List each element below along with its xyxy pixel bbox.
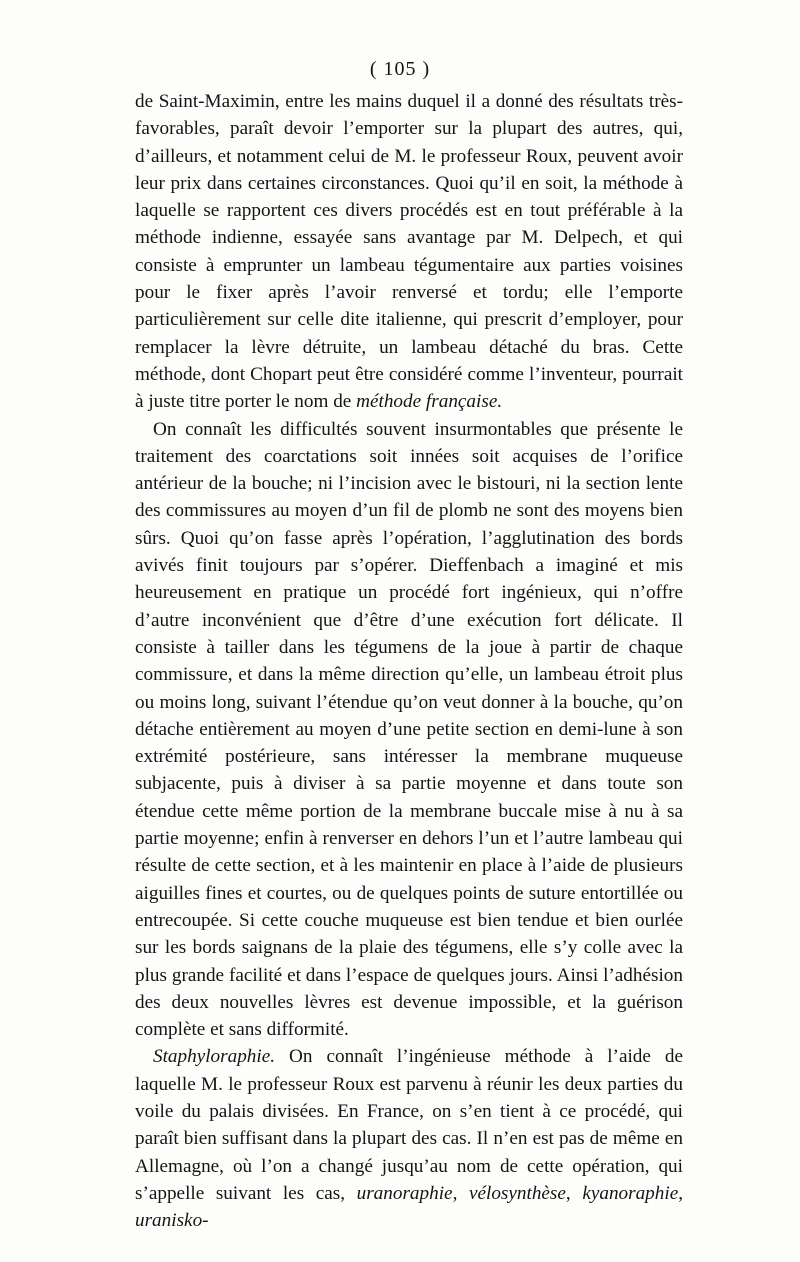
paragraph-staphyloraphie	[135, 1043, 683, 1234]
page-number: ( 105 )	[369, 58, 431, 80]
text-run-italic: kyanoraphie	[582, 1182, 679, 1204]
text-run: ,	[678, 1182, 684, 1204]
text-run: On connaît l’ingénieuse méthode à l’aide de laquelle M. le professeur Roux est parvenu à réunir les deux parties du voile du palais divisées. En France, on s’en tient à ce procédé, qui paraît bien suffisant dans la plupart des cas. Il n’en est pas de même en Allemagne, où l’on a changé jusqu’au nom de cette opération, qui s’appelle suivant les cas,	[135, 1046, 683, 1204]
text-run-italic: méthode française.	[356, 391, 503, 413]
text-run: On connaît les difficultés souvent insurmontables que présente le traitement des coarctations soit innées soit acquises de l’orifice antérieur de la bouche; ni l’incision avec le bistouri, ni la section lente des commissures au moyen d’un fil de plomb ne sont des moyens bien sûrs. Quoi qu’on fasse après l’opération, l’agglutination des bords avivés finit toujours par s’opérer. Dieffenbach a imaginé et mis heureusement en pratique un procédé fort ingénieux, qui n’offre d’autre inconvénient que d’être d’une exécution fort délicate. Il consiste à tailler dans les tégumens de la joue à partir de chaque commissure, et dans la même direction qu’elle, un lambeau étroit plus ou moins long, suivant l’étendue qu’on veut donner à la bouche, qu’on détache entièrement au moyen d’une petite section en demi-lune à son extrémité postérieure, sans intéresser la membrane muqueuse subjacente, puis à diviser à sa partie moyenne et dans toute son étendue cette même portion de la membrane buccale mise à nu à sa partie moyenne; enfin à renverser en dehors l’un et l’autre lambeau qui résulte de cette section, et à les maintenir en place à l’aide de plusieurs aiguilles fines et courtes, ou de quelques points de suture entortillée ou entrecoupée. Si cette couche muqueuse est bien tendue et bien ourlée sur les bords saignans de la plaie des tégumens, elle s’y colle avec la plus grande facilité et dans l’espace de quelques jours. Ainsi l’adhésion des deux nouvelles lèvres est devenue impossible, et la guérison complète et sans difformité.	[135, 418, 683, 1041]
text-run-italic: uranisko-	[135, 1210, 209, 1232]
section-heading-staphyloraphie: Staphyloraphie.	[153, 1046, 276, 1068]
paragraph-coarctations	[135, 416, 683, 1044]
paragraph-saint-maximin	[135, 88, 683, 416]
body-text	[135, 88, 683, 1234]
text-run-italic: vélosynthèse	[468, 1182, 566, 1204]
text-run-italic: uranoraphie	[356, 1182, 453, 1204]
text-run: de Saint-Maximin, entre les mains duquel il a donné des résultats très-favorables, paraît devoir l’emporter sur la plupart des autres, qui, d’ailleurs, et notamment celui de M. le professeur Roux, peuvent avoir leur prix dans certaines circonstances. Quoi qu’il en soit, la méthode à laquelle se rapportent ces divers procédés est en tout préférable à la méthode indienne, essayée sans avantage par M. Delpech, et qui consiste à emprunter un lambeau tégumentaire aux parties voisines pour le fixer après l’avoir renversé et tordu; elle l’emporte particulièrement sur celle dite italienne, qui prescrit d’employer, pour remplacer la lèvre détruite, un lambeau détaché du bras. Cette méthode, dont Chopart peut être considéré comme l’inventeur, pourrait à juste titre porter le nom de	[135, 91, 683, 413]
text-run: ,	[452, 1182, 469, 1204]
text-run: ,	[565, 1182, 583, 1204]
